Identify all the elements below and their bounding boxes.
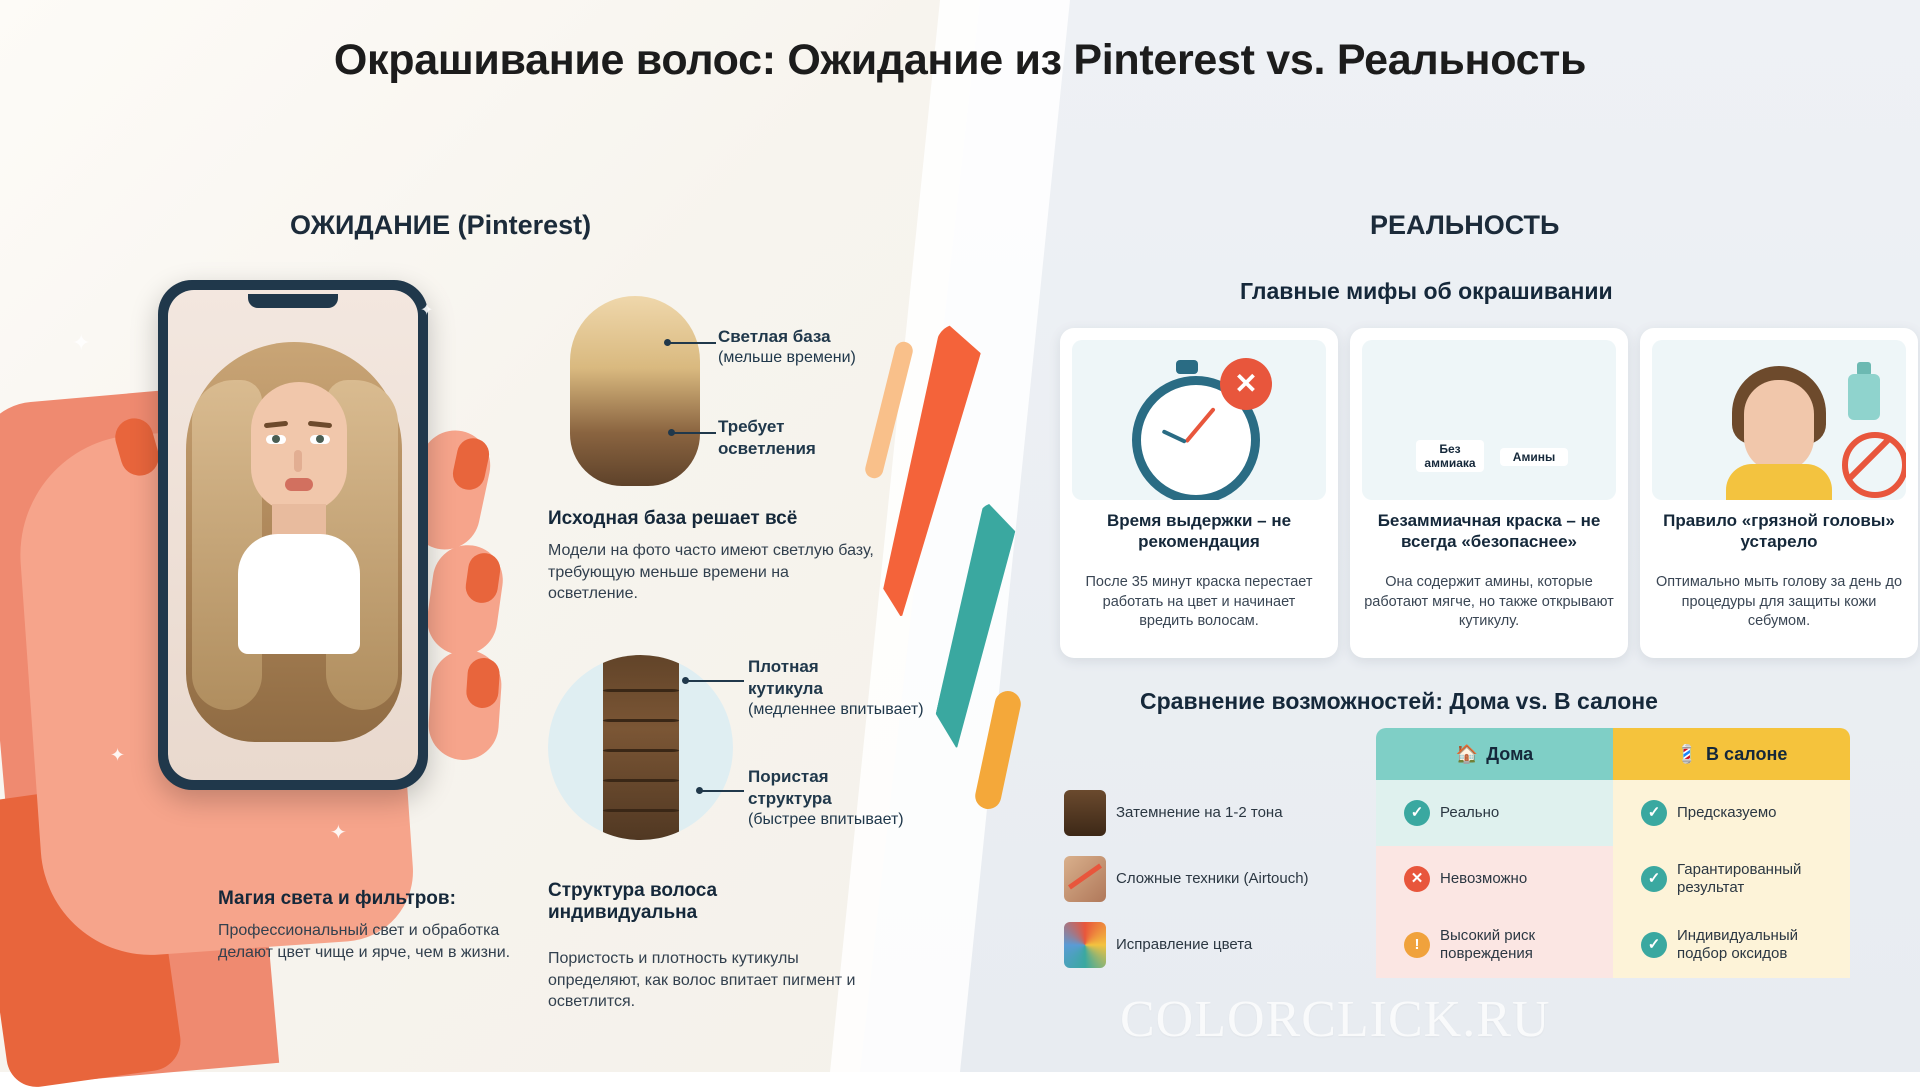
status-badge-ok: ✓ xyxy=(1641,866,1667,892)
model-lips xyxy=(285,478,313,491)
callout-dot xyxy=(664,339,671,346)
table-row-label-cell xyxy=(1060,846,1376,912)
myth-card-dirty-hair[interactable] xyxy=(1640,328,1918,658)
table-row-label: Исправление цвета xyxy=(1116,936,1253,953)
structure-block-heading: Структура волоса индивидуальна xyxy=(548,880,718,923)
flask-label-no-ammonia: Без аммиака xyxy=(1416,440,1484,472)
table-cell-salon xyxy=(1613,780,1850,846)
magic-block-text: Профессиональный свет и обработка делают цвет чище и ярче, чем в жизни. xyxy=(218,922,511,961)
nail-illustration xyxy=(465,657,500,709)
table-corner-cell xyxy=(1060,728,1376,780)
status-badge-ok: ✓ xyxy=(1641,800,1667,826)
myth-text: После 35 минут краска перестает работать на цвет и начинает вредить волосам. xyxy=(1085,574,1313,630)
callout-light-base xyxy=(718,326,898,368)
base-block-heading: Исходная база решает всё xyxy=(548,508,798,529)
callout-label: Пористая xyxy=(748,767,829,786)
callout-needs-lightening xyxy=(718,416,898,460)
table-row xyxy=(1060,780,1850,846)
table-cell-home xyxy=(1376,846,1613,912)
model-pupil xyxy=(316,435,324,443)
myth-title: Правило «грязной головы» устарело xyxy=(1663,511,1895,552)
page-title: Окрашивание волос: Ожидание из Pinterest vs. Реальность xyxy=(333,36,1587,84)
structure-block-text: Пористость и плотность кутикулы определяют, как волос впитает пигмент и осветлится. xyxy=(548,950,856,1011)
table-cell-text: Индивидуальный подбор оксидов xyxy=(1677,927,1798,962)
table-row-label: Сложные техники (Airtouch) xyxy=(1116,870,1309,887)
hair-wash-icon xyxy=(1652,340,1906,500)
phone-notch xyxy=(248,294,338,308)
table-row-label-cell xyxy=(1060,780,1376,846)
status-badge-ok: ✓ xyxy=(1641,932,1667,958)
callout-line xyxy=(686,680,744,682)
myths-heading: Главные мифы об окрашивании xyxy=(1240,278,1613,304)
table-header-row xyxy=(1060,728,1850,780)
table-cell-home xyxy=(1376,912,1613,978)
table-cell-text: Невозможно xyxy=(1440,870,1528,887)
callout-label: Светлая база xyxy=(718,327,831,346)
callout-label: Требует xyxy=(718,417,785,436)
callout-label-2: структура xyxy=(748,789,832,808)
hair-strand-icon xyxy=(1064,790,1106,836)
table-cell-text: Реально xyxy=(1440,804,1500,821)
phone-screen xyxy=(168,290,418,780)
comparison-table xyxy=(1060,728,1850,978)
table-cell-text: Высокий риск повреждения xyxy=(1440,927,1536,962)
table-row xyxy=(1060,846,1850,912)
table-row xyxy=(1060,912,1850,978)
base-block-text: Модели на фото часто имеют светлую базу, требующую меньше времени на осветление. xyxy=(548,542,874,603)
magic-block-heading: Магия света и фильтров: xyxy=(218,888,456,909)
table-heading: Сравнение возможностей: Дома vs. В салоне xyxy=(1140,688,1658,714)
callout-dot xyxy=(682,677,689,684)
myth-text: Она содержит амины, которые работают мягче, но также открывают кутикулу. xyxy=(1364,574,1614,630)
salon-chair-icon: 💈 xyxy=(1675,743,1699,764)
color-wheel-icon xyxy=(1064,922,1106,968)
callout-dot xyxy=(668,429,675,436)
myth-title: Безаммиачная краска – не всегда «безопаснее» xyxy=(1377,511,1601,552)
status-badge-ok: ✓ xyxy=(1404,800,1430,826)
status-badge-warn: ! xyxy=(1404,932,1430,958)
callout-line xyxy=(672,432,716,434)
model-pupil xyxy=(272,435,280,443)
sparkle-icon: ✦ xyxy=(72,330,91,355)
hair-strand-closeup xyxy=(548,655,733,840)
flasks-icon xyxy=(1362,340,1616,500)
myth-text: Оптимально мыть голову за день до процедуры для защиты кожи себумом. xyxy=(1655,574,1903,630)
callout-dense-cuticle xyxy=(748,656,928,720)
model-nose xyxy=(294,450,302,472)
callout-label-2: кутикула xyxy=(748,679,823,698)
sparkle-icon: ✦ xyxy=(110,745,126,765)
section-header-reality: РЕАЛЬНОСТЬ xyxy=(1370,210,1560,240)
table-col-salon-label: В салоне xyxy=(1706,743,1788,764)
model-face xyxy=(251,382,347,512)
stopwatch-icon: ✕ xyxy=(1072,340,1326,500)
table-cell-text: Предсказуемо xyxy=(1677,804,1777,821)
callout-sub: (быстрее впитывает) xyxy=(748,811,904,828)
hair-strand-shaft xyxy=(603,655,679,840)
smartphone-illustration xyxy=(158,280,428,790)
sparkle-icon: ✦ xyxy=(330,822,347,844)
table-cell-text: Гарантированный результат xyxy=(1677,861,1802,896)
table-col-home-label: Дома xyxy=(1486,743,1534,764)
table-col-home xyxy=(1376,728,1613,780)
section-header-expectation: ОЖИДАНИЕ (Pinterest) xyxy=(290,210,592,240)
table-row-label: Затемнение на 1-2 тона xyxy=(1116,804,1283,821)
table-col-salon xyxy=(1613,728,1850,780)
house-icon: 🏠 xyxy=(1455,743,1479,764)
sparkle-icon: ✦ xyxy=(420,302,434,319)
model-top xyxy=(238,534,360,654)
callout-sub: (мельше времени) xyxy=(718,349,856,366)
airtouch-icon xyxy=(1064,856,1106,902)
table-cell-home xyxy=(1376,780,1613,846)
table-row-label-cell xyxy=(1060,912,1376,978)
myth-card-ammonia[interactable] xyxy=(1350,328,1628,658)
table-cell-salon xyxy=(1613,912,1850,978)
callout-porous-structure xyxy=(748,766,928,830)
myth-title: Время выдержки – не рекомендация xyxy=(1106,511,1292,552)
status-badge-no: ✕ xyxy=(1404,866,1430,892)
callout-dot xyxy=(696,787,703,794)
table-cell-salon xyxy=(1613,846,1850,912)
callout-label-2: осветления xyxy=(718,439,816,458)
callout-line xyxy=(668,342,716,344)
flask-label-amines: Амины xyxy=(1500,448,1568,466)
hair-swatch-illustration xyxy=(570,296,700,486)
callout-label: Плотная xyxy=(748,657,819,676)
callout-line xyxy=(700,790,744,792)
myth-card-time[interactable] xyxy=(1060,328,1338,658)
callout-sub: (медленнее впитывает) xyxy=(748,701,924,718)
watermark: COLORCLICK.RU xyxy=(1120,991,1551,1048)
